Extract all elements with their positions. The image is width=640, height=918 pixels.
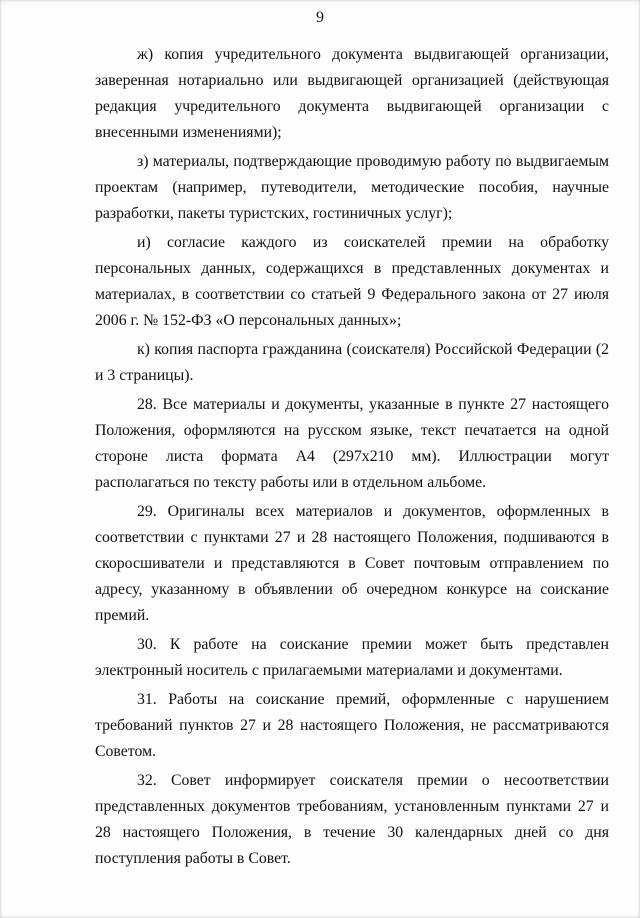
paragraph-28-formatting: 28. Все материалы и документы, указанные в пункте 27 настоящего Положения, оформляются на русском языке, текст печатается на одной стороне листа формата А4 (297x210 мм). Иллюстрации могут располагаться по тексту работы или в отдельном альбоме. xyxy=(95,396,609,491)
page-number: 9 xyxy=(316,9,324,26)
paragraph-30-electronic-media: 30. К работе на соискание премии может быть представлен электронный носитель с прилагаемыми материалами и документами. xyxy=(95,636,609,679)
paragraph-k-passport-copy: к) копия паспорта гражданина (соискателя) Российской Федерации (2 и 3 страницы). xyxy=(95,341,609,384)
paragraph-z-project-materials: з) материалы, подтверждающие проводимую работу по выдвигаемым проектам (например, путеводители, методические пособия, научные разработки, пакеты туристских, гостиничных услуг); xyxy=(95,153,609,222)
paragraph-31-violations: 31. Работы на соискание премий, оформленные с нарушением требований пунктов 27 и 28 настоящего Положения, не рассматриваются Советом. xyxy=(95,691,609,760)
paragraph-32-council-notice: 32. Совет информирует соискателя премии о несоответствии представленных документов требованиям, установленным пунктами 27 и 28 настоящего Положения, в течение 30 календарных дней со дня поступления работы в Совет. xyxy=(95,772,609,867)
paragraph-i-personal-data-consent: и) согласие каждого из соискателей премии на обработку персональных данных, содержащихся в представленных документах и материалах, в соответствии со статьей 9 Федерального закона от 27 июля 2006 г. № 152-ФЗ «О персональных данных»; xyxy=(95,234,609,329)
paragraph-zh-founding-document: ж) копия учредительного документа выдвигающей организации, заверенная нотариально или выдвигающей организацией (действующая редакция учредительного документа выдвигающей организации с внесенными изменениями); xyxy=(95,46,609,141)
document-body xyxy=(95,42,609,872)
paragraph-29-originals: 29. Оригиналы всех материалов и документов, оформленных в соответствии с пунктами 27 и 28 настоящего Положения, подшиваются в скоросшиватели и представляются в Совет почтовым отправлением по адресу, указанному в объявлении об очередном конкурсе на соискание премий. xyxy=(95,503,609,624)
